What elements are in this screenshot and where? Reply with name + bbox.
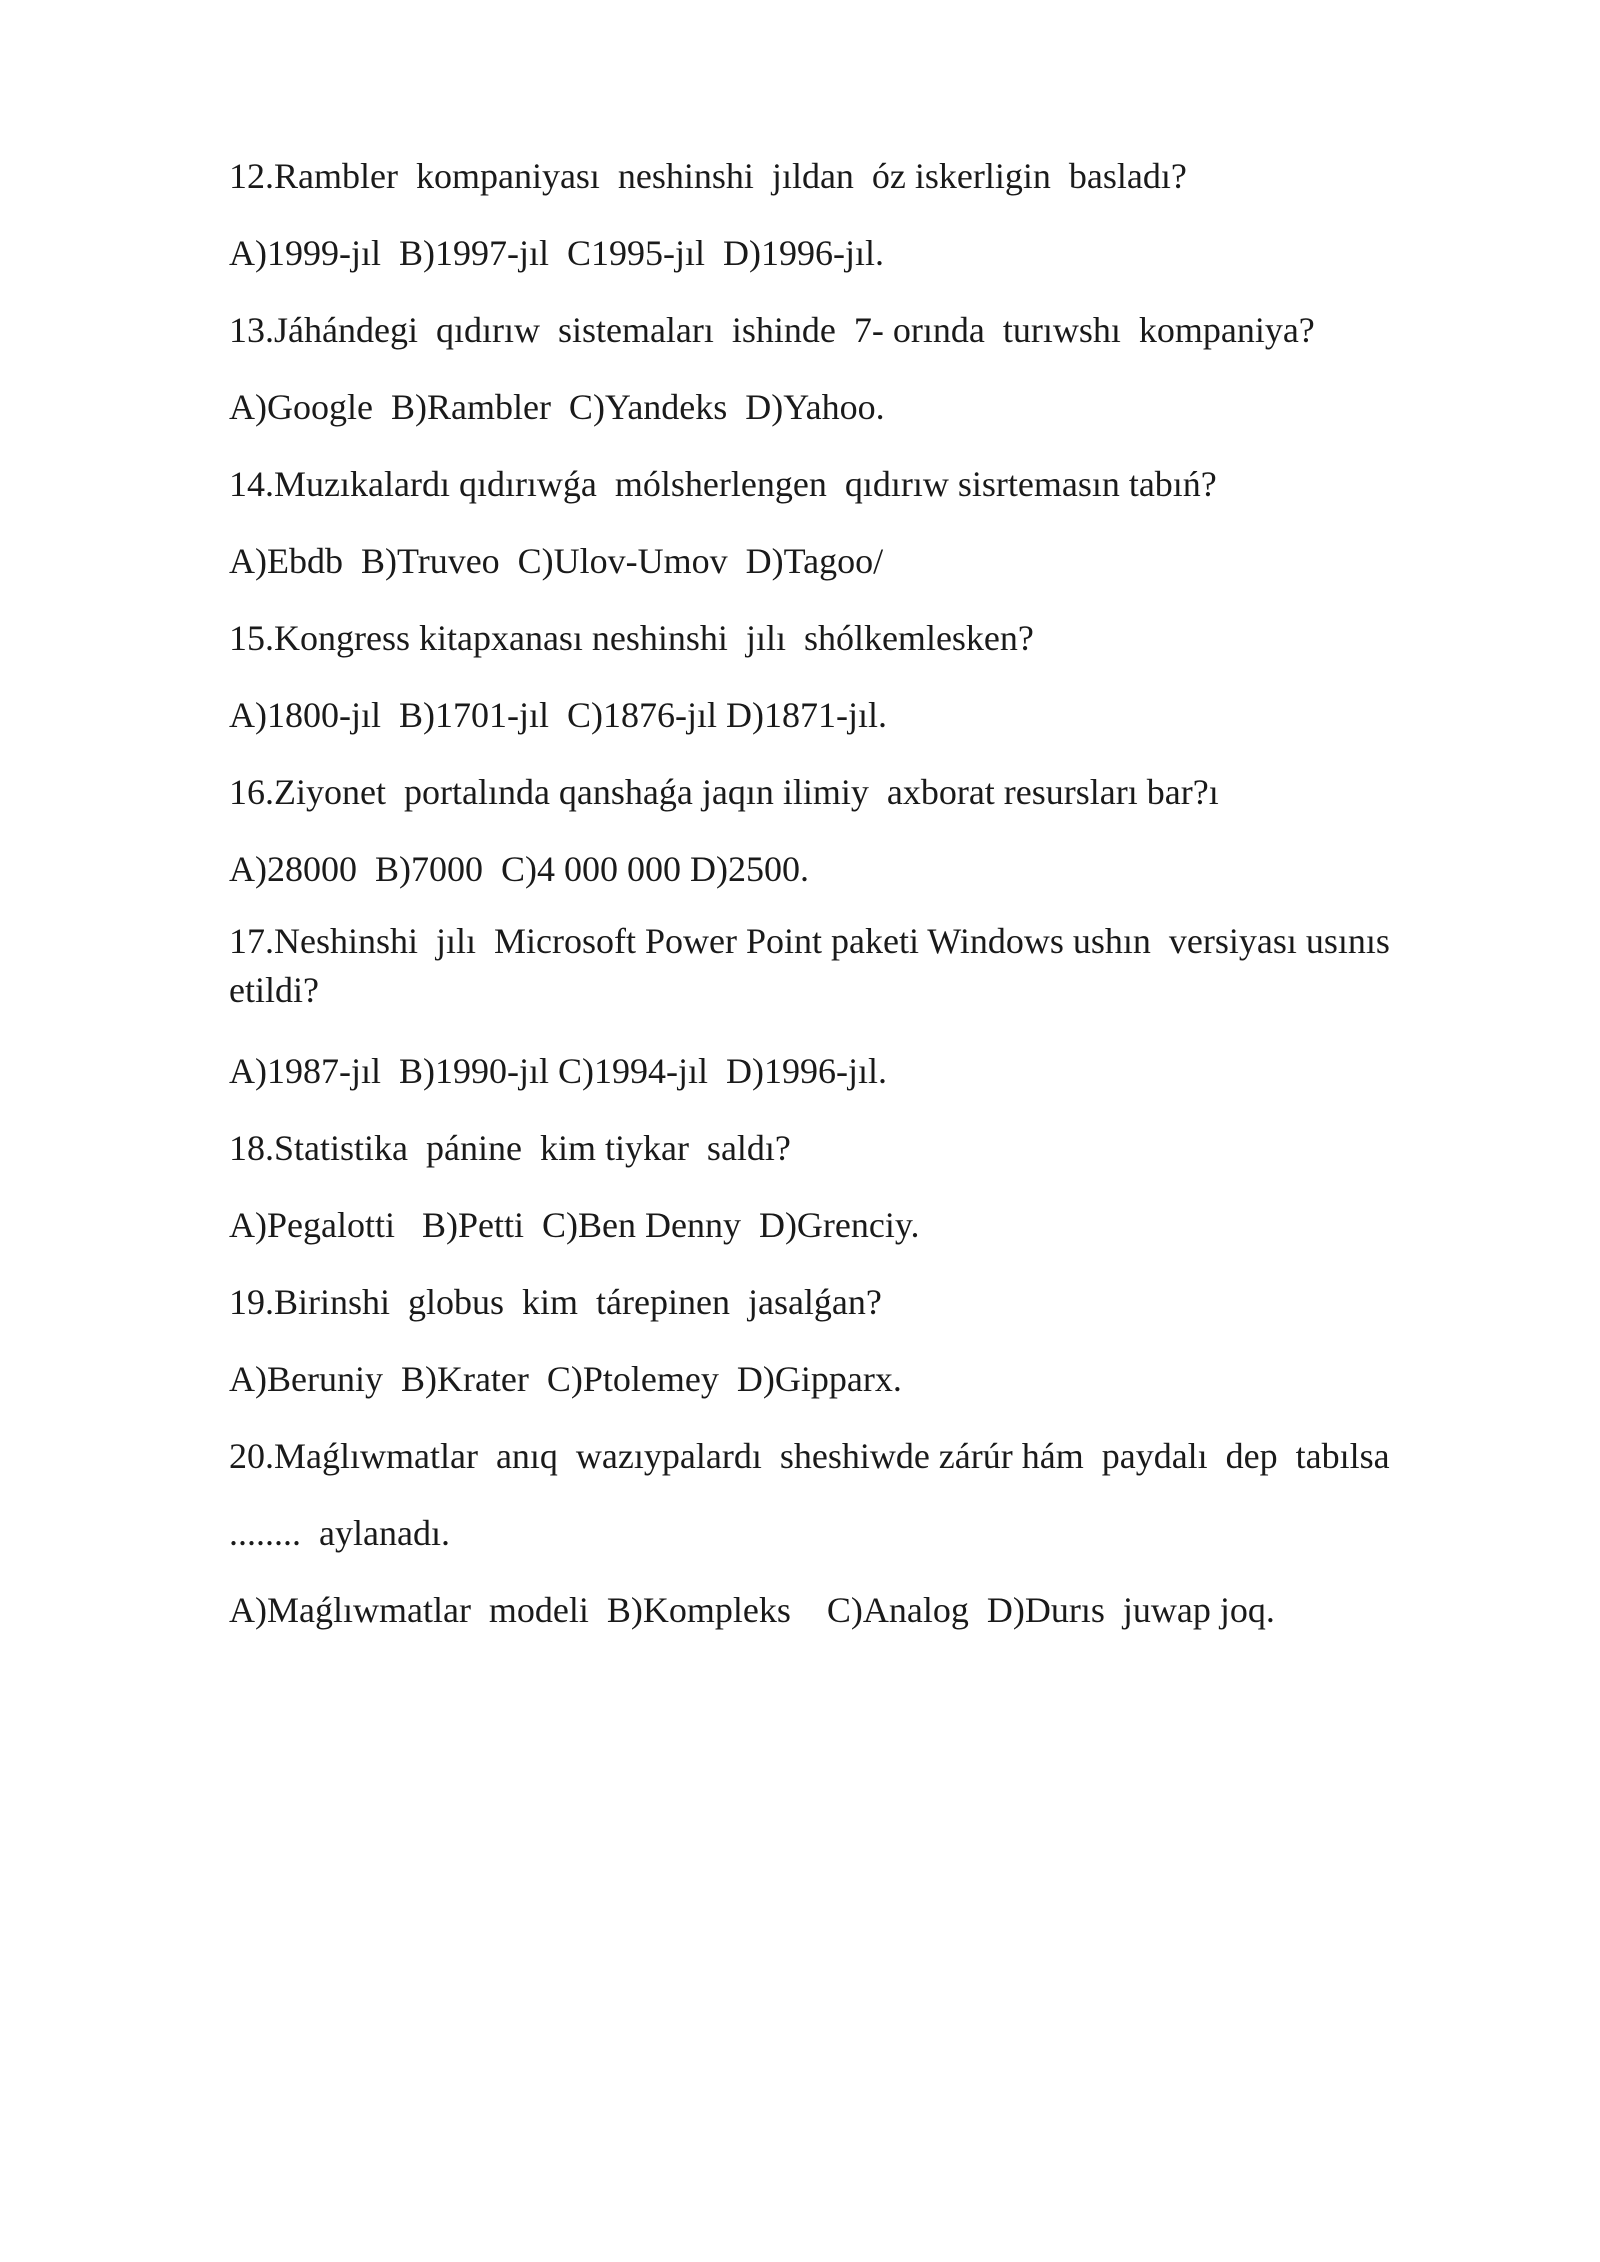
answers-15: A)1800-jıl B)1701-jıl C)1876-jıl D)1871-jıl. xyxy=(229,695,887,735)
question-17: 17.Neshinshi jılı Microsoft Power Point paketi Windows ushın versiyası usınıs etildi? xyxy=(229,921,1399,1010)
answers-12: A)1999-jıl B)1997-jıl C1995-jıl D)1996-jıl. xyxy=(229,233,884,273)
answers-20: A)Maǵlıwmatlar modeli B)Kompleks C)Analog D)Durıs juwap joq. xyxy=(229,1590,1275,1630)
answers-19: A)Beruniy B)Krater C)Ptolemey D)Gipparx. xyxy=(229,1359,902,1399)
question-18: 18.Statistika pánine kim tiykar saldı? xyxy=(229,1128,791,1168)
question-12: 12.Rambler kompaniyası neshinshi jıldan óz iskerligin basladı? xyxy=(229,156,1187,196)
answers-17: A)1987-jıl B)1990-jıl C)1994-jıl D)1996-jıl. xyxy=(229,1051,887,1091)
question-16: 16.Ziyonet portalında qanshaǵa jaqın ilimiy axborat resursları bar?ı xyxy=(229,772,1219,812)
answers-14: A)Ebdb B)Truveo C)Ulov-Umov D)Tagoo/ xyxy=(229,541,884,581)
document-content xyxy=(229,147,1459,1658)
question-20: 20.Maǵlıwmatlar anıq wazıypalardı sheshiwde zárúr hám paydalı dep tabılsa xyxy=(229,1436,1390,1476)
question-19: 19.Birinshi globus kim tárepinen jasalǵan? xyxy=(229,1282,882,1322)
question-14: 14.Muzıkalardı qıdırıwǵa mólsherlengen qıdırıw sisrtemasın tabıń? xyxy=(229,464,1217,504)
answers-13: A)Google B)Rambler C)Yandeks D)Yahoo. xyxy=(229,387,885,427)
question-15: 15.Kongress kitapxanası neshinshi jılı shólkemlesken? xyxy=(229,618,1034,658)
answers-16: A)28000 B)7000 C)4 000 000 D)2500. xyxy=(229,849,809,889)
question-20-continuation: ........ aylanadı. xyxy=(229,1513,450,1553)
question-13: 13.Jáhándegi qıdırıw sistemaları ishinde 7- orında turıwshı kompaniya? xyxy=(229,310,1315,350)
answers-18: A)Pegalotti B)Petti C)Ben Denny D)Grenciy. xyxy=(229,1205,920,1245)
